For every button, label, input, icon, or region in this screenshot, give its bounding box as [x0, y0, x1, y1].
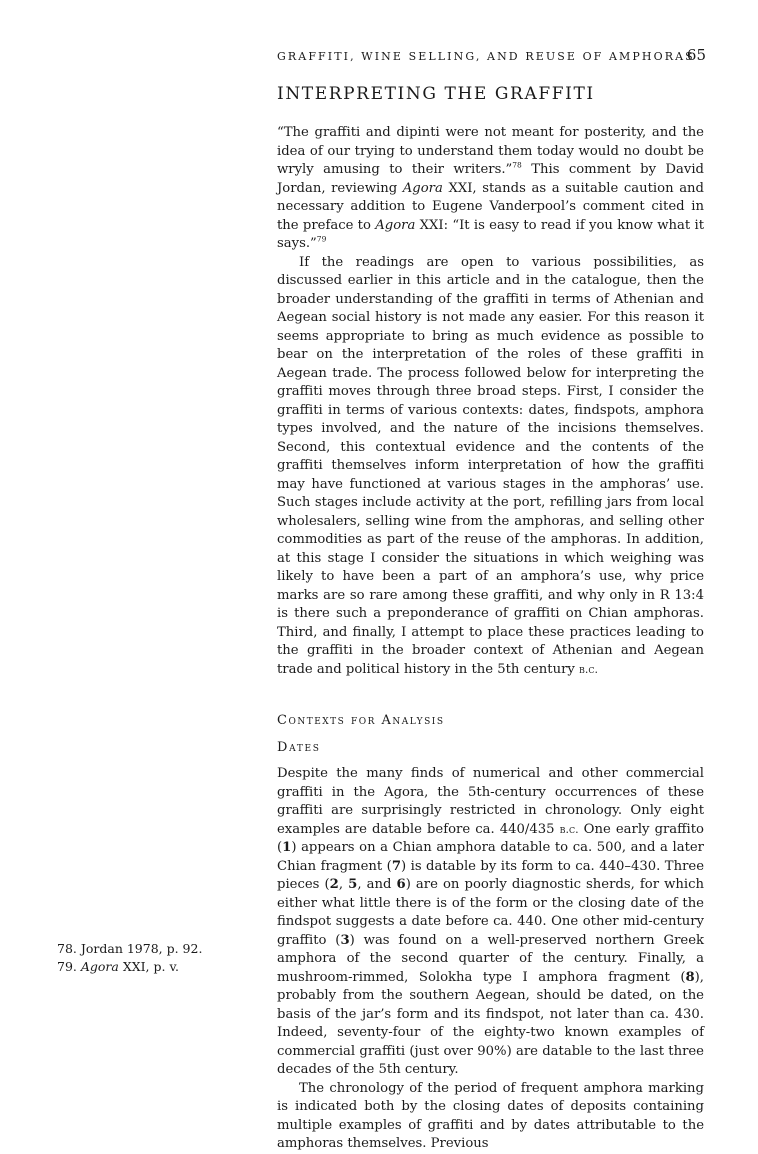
catalogue-number: 3: [340, 932, 350, 948]
para1-text-1: “The graffiti and dipinti were not meant for posterity, and the idea of our trying to understand them today would no doubt be wryly amusing to their writers.”: [277, 125, 704, 177]
section-title: INTERPRETING THE GRAFFITI: [277, 84, 595, 104]
para3-text-3: ) appears on a Chian amphora datable to ca. 500, and a later Chian fragment (: [277, 840, 704, 874]
footnote-ref-78: 78: [512, 160, 522, 170]
paragraph-1: [277, 124, 704, 254]
para3-text-5: ,: [338, 877, 349, 892]
para3-text-6: , and: [357, 877, 397, 892]
footnote-79: [57, 958, 257, 976]
para3-text-8: ) was found on a well-preserved northern Greek amphora of the second quarter of the century. Finally, a mushroom-rimmed, Solokha type I amphora fragment (: [277, 932, 704, 985]
para3-text-1: Despite the many finds of numerical and other commercial graffiti in the Agora, the 5th-century occurrences of these graffiti are surprisingly restricted in chronology. Only eight examples are datable before ca. 440/435: [277, 766, 704, 837]
paragraph-2: [277, 254, 704, 680]
para1-text-2: This comment by David Jordan, reviewing: [277, 162, 704, 196]
para3-text-4: ) is datable by its form to ca. 440–430. Three pieces (: [277, 858, 704, 892]
catalogue-number: 8: [685, 969, 695, 985]
para3-text-9: ), probably from the southern Aegean, should be dated, on the basis of the jar’s form and its findspot, not later than ca. 430. Indeed, seventy-four of the eighty-two known examples of commercial graffiti (just over 90%) are datable to the last three decades of the 5th century.: [277, 969, 704, 1077]
bc-abbrev: b.c.: [579, 662, 599, 676]
footnotes: [57, 940, 257, 976]
footnote-79-agora: Agora: [80, 959, 119, 974]
footnote-79-number: 79.: [57, 959, 81, 974]
para1-text-3: XXI, stands as a suitable caution and necessary addition to Eugene Vanderpool’s comment cited in the preface to: [277, 180, 704, 233]
catalogue-number: 2: [329, 877, 339, 892]
catalogue-number: 5: [348, 877, 358, 892]
agora-italic: Agora: [375, 217, 416, 233]
subsection-title: Contexts for Analysis: [277, 713, 445, 728]
para1-text-4: XXI: “It is easy to read if you know what it says.”: [277, 217, 704, 251]
bc-abbrev: b.c.: [559, 822, 579, 836]
catalogue-number: 1: [282, 840, 292, 855]
running-head: GRAFFITI, WINE SELLING, AND REUSE OF AMPHORAS: [277, 50, 695, 63]
subsubsection-title: Dates: [277, 740, 321, 755]
footnote-79-rest: XXI, p. v.: [118, 959, 179, 974]
para3-text-7: ) are on poorly diagnostic sherds, for which either what little there is of the form or the closing date of the findspot suggests a date before ca. 440. One other mid-century graffito (: [277, 877, 704, 948]
paragraph-3: [277, 765, 704, 1080]
footnote-78: 78. Jordan 1978, p. 92.: [57, 941, 203, 956]
catalogue-number: 7: [391, 858, 401, 874]
page-number: 65: [686, 46, 706, 64]
catalogue-number: 6: [396, 877, 406, 892]
footnote-ref-79: 79: [316, 234, 327, 244]
main-text: [277, 84, 704, 1154]
para2-text: If the readings are open to various possibilities, as discussed earlier in this article and in the catalogue, then the broader understanding of the graffiti in terms of Athenian and Aegean social history is not made any easier. For this reason it seems appropriate to bring as much evidence as possible to bear on the interpretation of the roles of these graffiti in Aegean trade. The process followed below for interpreting the graffiti moves through three broad steps. First, I consider the graffiti in terms of various contexts: dates, findspots, amphora types involved, and the nature of the incisions themselves. Second, this contextual evidence and the contents of the graffiti themselves inform interpretation of how the graffiti may have functioned at various stages in the amphoras’ use. Such stages include activity at the port, refilling jars from local wholesalers, selling wine from the amphoras, and selling other commodities as part of the reuse of the amphoras. In addition, at this stage I consider the situations in which weighing was likely to have been a part of an amphora’s use, why price marks are so rare among these graffiti, and why only in R 13:4 is there such a preponderance of graffiti on Chian amphoras. Third, and finally, I attempt to place these practices leading to the graffiti in the broader context of Athenian and Aegean trade and political history in the 5th century: [277, 254, 704, 677]
paragraph-4: The chronology of the period of frequent amphora marking is indicated both by the closing dates of deposits containing multiple examples of graffiti and by dates attributable to the amphoras themselves. Previous: [277, 1080, 704, 1151]
agora-italic: Agora: [402, 180, 443, 196]
para3-text-2: One early graffito (: [277, 821, 704, 855]
